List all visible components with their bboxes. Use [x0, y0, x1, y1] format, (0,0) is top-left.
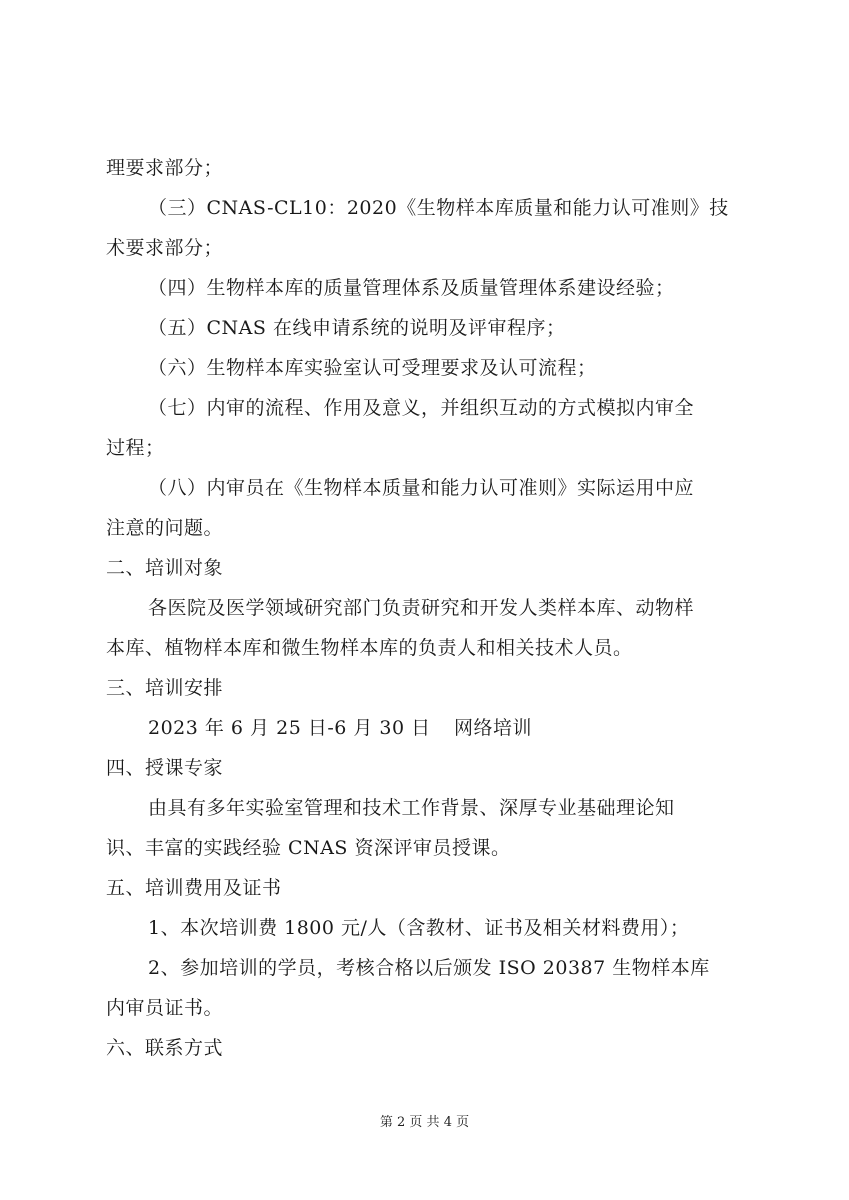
text-line-12: 各医院及医学领域研究部门负责研究和开发人类样本库、动物样: [148, 597, 695, 619]
schedule-mode: 网络培训: [454, 717, 533, 739]
text-line-5: （五）CNAS 在线申请系统的说明及评审程序；: [148, 317, 566, 339]
text-line-1: 理要求部分；: [106, 157, 224, 179]
section-heading-training-target: 二、培训对象: [106, 557, 224, 579]
text-line-21: 1、本次培训费 1800 元/人（含教材、证书及相关材料费用）；: [148, 917, 690, 939]
text-line-6: （六）生物样本库实验室认可受理要求及认可流程；: [148, 357, 597, 379]
text-line-2: （三）CNAS-CL10：2020《生物样本库质量和能力认可准则》技: [148, 197, 729, 219]
text-line-13: 本库、植物样本库和微生物样本库的负责人和相关技术人员。: [106, 637, 633, 659]
section-heading-experts: 四、授课专家: [106, 757, 224, 779]
text-line-8: 过程；: [106, 437, 165, 459]
text-line-23: 内审员证书。: [106, 997, 224, 1019]
schedule-date: 2023 年 6 月 25 日-6 月 30 日: [148, 717, 431, 739]
page-number-footer: 第 2 页 共 4 页: [379, 1115, 470, 1130]
section-heading-contact: 六、联系方式: [106, 1037, 224, 1059]
text-line-4: （四）生物样本库的质量管理体系及质量管理体系建设经验；: [148, 277, 675, 299]
text-line-18: 由具有多年实验室管理和技术工作背景、深厚专业基础理论知: [148, 797, 675, 819]
text-line-9: （八）内审员在《生物样本质量和能力认可准则》实际运用中应: [148, 477, 695, 499]
text-line-7: （七）内审的流程、作用及意义，并组织互动的方式模拟内审全: [148, 397, 695, 419]
text-line-3: 术要求部分；: [106, 237, 224, 259]
section-heading-fees-certificate: 五、培训费用及证书: [106, 877, 282, 899]
text-line-19: 识、丰富的实践经验 CNAS 资深评审员授课。: [106, 837, 511, 859]
text-line-22: 2、参加培训的学员，考核合格以后颁发 ISO 20387 生物样本库: [148, 957, 710, 979]
section-heading-training-schedule: 三、培训安排: [106, 677, 224, 699]
text-line-10: 注意的问题。: [106, 517, 224, 539]
